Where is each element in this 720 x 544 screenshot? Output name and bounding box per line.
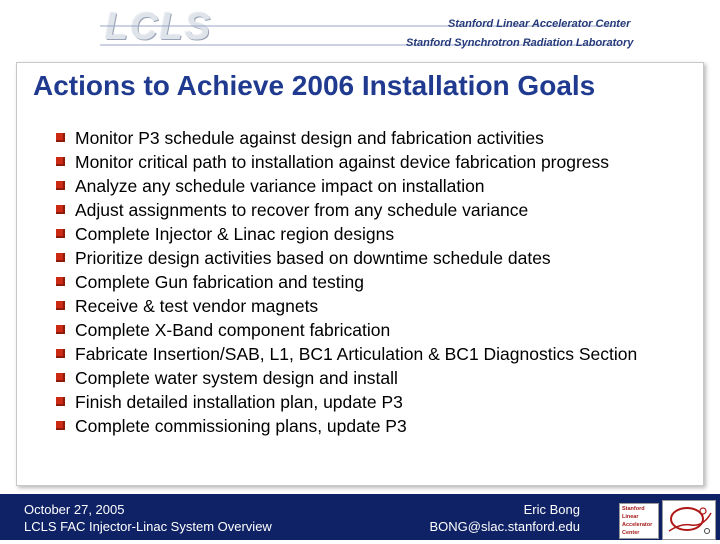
bullet-square-icon — [56, 349, 65, 358]
footer-date: October 27, 2005 — [24, 502, 125, 517]
list-item — [56, 296, 696, 316]
list-item — [56, 128, 696, 148]
list-item-text: Adjust assignments to recover from any schedule variance — [75, 200, 529, 220]
footer-event: LCLS FAC Injector-Linac System Overview — [24, 519, 272, 534]
bullet-square-icon — [56, 181, 65, 190]
list-item-text: Prioritize design activities based on downtime schedule dates — [75, 248, 551, 268]
list-item-text: Fabricate Insertion/SAB, L1, BC1 Articulation & BC1 Diagnostics Section — [75, 344, 638, 364]
bullet-square-icon — [56, 253, 65, 262]
bullet-square-icon — [56, 205, 65, 214]
list-item — [56, 392, 696, 412]
list-item — [56, 416, 696, 436]
slac-logo-line: Accelerator — [622, 522, 653, 528]
list-item-text: Analyze any schedule variance impact on installation — [75, 176, 485, 196]
bullet-square-icon — [56, 133, 65, 142]
list-item — [56, 272, 696, 292]
list-item-text: Finish detailed installation plan, update P3 — [75, 392, 403, 412]
bullet-square-icon — [56, 157, 65, 166]
list-item-text: Complete water system design and install — [75, 368, 398, 388]
list-item — [56, 368, 696, 388]
bullet-square-icon — [56, 325, 65, 334]
ssrl-ring-icon — [663, 501, 715, 539]
list-item-text: Complete commissioning plans, update P3 — [75, 416, 407, 436]
list-item — [56, 344, 675, 364]
slide-header — [0, 0, 720, 58]
org-name-ssrl: Stanford Synchrotron Radiation Laboratory — [406, 37, 634, 49]
bullet-square-icon — [56, 421, 65, 430]
list-item — [56, 200, 696, 220]
footer-email: BONG@slac.stanford.edu — [429, 519, 580, 534]
ssrl-logo — [662, 500, 716, 540]
list-item — [56, 248, 696, 268]
list-item — [56, 224, 696, 244]
bullet-square-icon — [56, 397, 65, 406]
list-item — [56, 152, 696, 172]
org-name-slac: Stanford Linear Accelerator Center — [448, 18, 631, 30]
list-item-text: Complete Injector & Linac region designs — [75, 224, 395, 244]
bullet-list — [56, 128, 696, 440]
bullet-square-icon — [56, 301, 65, 310]
list-item — [56, 320, 696, 340]
bullet-square-icon — [56, 373, 65, 382]
slac-logo-line: Linear — [622, 514, 639, 520]
bullet-square-icon — [56, 229, 65, 238]
slide-title: Actions to Achieve 2006 Installation Goals — [33, 70, 596, 101]
list-item-text: Complete X-Band component fabrication — [75, 320, 391, 340]
list-item — [56, 176, 696, 196]
list-item-text: Monitor critical path to installation against device fabrication progress — [75, 152, 610, 172]
bullet-square-icon — [56, 277, 65, 286]
lcls-logo: LCLS — [105, 6, 213, 48]
list-item-text: Monitor P3 schedule against design and fabrication activities — [75, 128, 544, 148]
slac-logo — [619, 503, 659, 539]
slac-logo-line: Center — [622, 530, 640, 536]
slac-logo-line: Stanford — [622, 506, 645, 512]
list-item-text: Receive & test vendor magnets — [75, 296, 319, 316]
footer-presenter: Eric Bong — [523, 502, 580, 517]
list-item-text: Complete Gun fabrication and testing — [75, 272, 364, 292]
